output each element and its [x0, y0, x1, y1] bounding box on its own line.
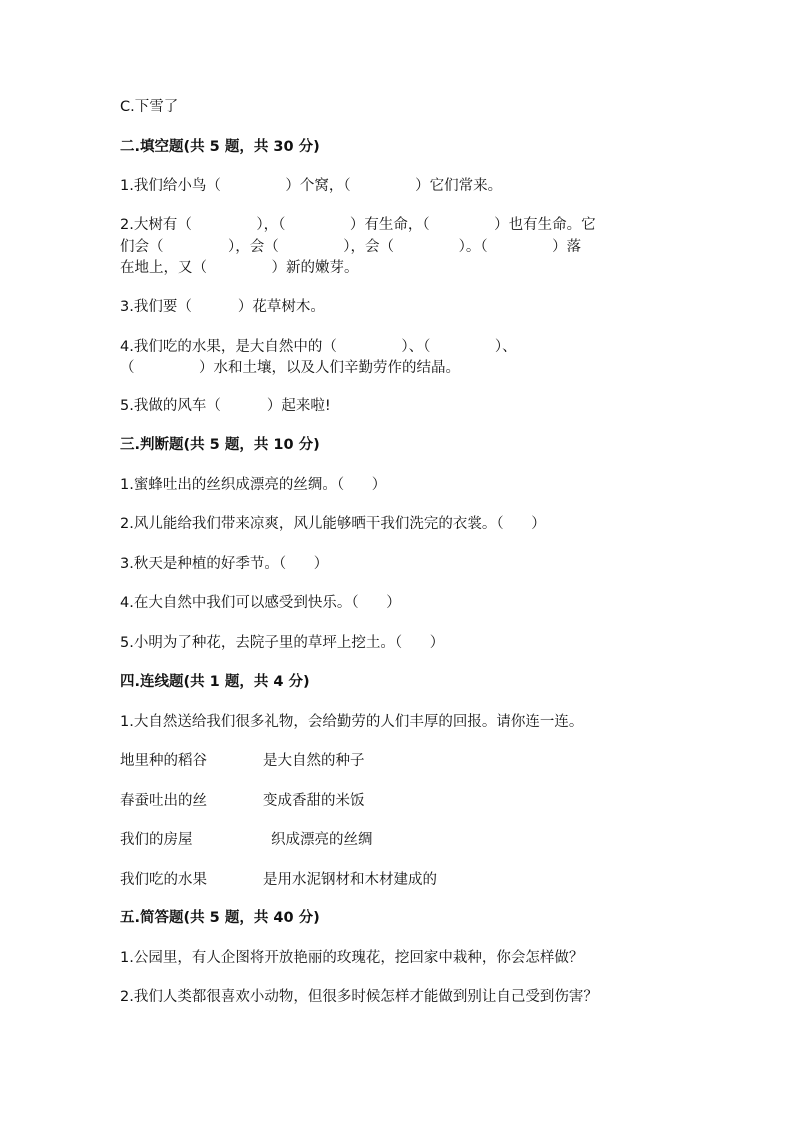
match-left-item: 我们的房屋	[120, 832, 193, 848]
match-left-item: 我们吃的水果	[120, 872, 207, 888]
section-5-heading: 五.简答题(共 5 题，共 40 分)	[120, 910, 320, 926]
fill-question-1: 1.我们给小鸟（ ）个窝，（ ）它们常来。	[120, 178, 503, 194]
fill-question-2-line-3: 在地上，又（ ）新的嫩芽。	[120, 260, 359, 276]
judge-question-2: 2.风儿能给我们带来凉爽，风儿能够晒干我们洗完的衣裳。（ ）	[120, 516, 546, 532]
fill-question-2-line-2: 们会（ ），会（ ），会（ ）。（ ）落	[120, 239, 582, 255]
match-right-item: 是大自然的种子	[263, 753, 365, 769]
fill-question-4-line-2: （ ）水和土壤，以及人们辛勤劳作的结晶。	[120, 360, 461, 376]
match-question-1: 1.大自然送给我们很多礼物，会给勤劳的人们丰厚的回报。请你连一连。	[120, 714, 584, 730]
judge-question-5: 5.小明为了种花，去院子里的草坪上挖土。（ ）	[120, 635, 445, 651]
section-4-heading: 四.连线题(共 1 题，共 4 分)	[120, 674, 310, 690]
short-answer-question-2: 2.我们人类都很喜欢小动物，但很多时候怎样才能做到别让自己受到伤害？	[120, 989, 598, 1005]
fill-question-2-line-1: 2.大树有（ ），（ ）有生命，（ ）也有生命。它	[120, 217, 596, 233]
match-left-item: 春蚕吐出的丝	[120, 793, 207, 809]
fill-question-4-line-1: 4.我们吃的水果，是大自然中的（ ）、（ ）、	[120, 339, 517, 355]
section-2-heading: 二.填空题(共 5 题，共 30 分)	[120, 139, 320, 155]
option-c: C.下雪了	[120, 99, 179, 115]
match-right-item: 变成香甜的米饭	[263, 793, 365, 809]
short-answer-question-1: 1.公园里，有人企图将开放艳丽的玫瑰花，挖回家中栽种，你会怎样做？	[120, 950, 584, 966]
fill-question-3: 3.我们要（ ）花草树木。	[120, 299, 325, 315]
section-3-heading: 三.判断题(共 5 题，共 10 分)	[120, 437, 320, 453]
judge-question-4: 4.在大自然中我们可以感受到快乐。（ ）	[120, 595, 401, 611]
match-right-item: 织成漂亮的丝绸	[271, 832, 373, 848]
match-left-item: 地里种的稻谷	[120, 753, 207, 769]
judge-question-1: 1.蜜蜂吐出的丝织成漂亮的丝绸。（ ）	[120, 477, 387, 493]
judge-question-3: 3.秋天是种植的好季节。（ ）	[120, 556, 329, 572]
match-right-item: 是用水泥钢材和木材建成的	[263, 872, 437, 888]
fill-question-5: 5.我做的风车（ ）起来啦!	[120, 398, 331, 414]
